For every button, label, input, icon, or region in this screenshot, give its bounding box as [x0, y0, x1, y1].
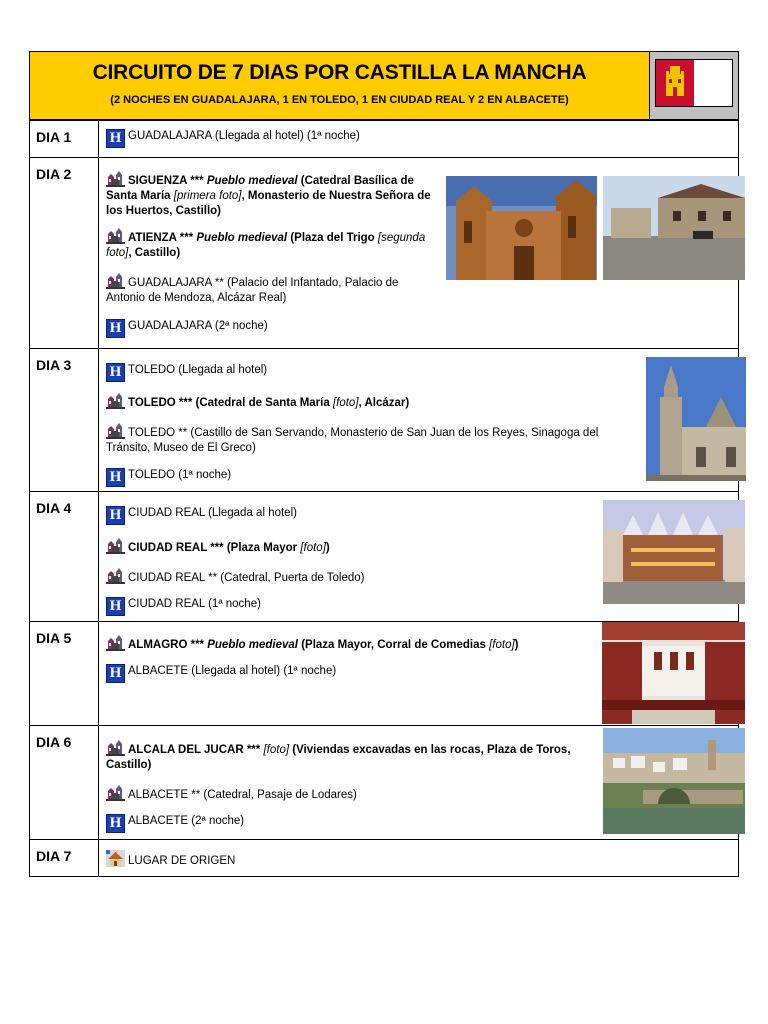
day-label: DIA 7	[30, 840, 99, 877]
alcala-del-jucar-photo	[603, 728, 745, 834]
item-text: , Alcázar)	[358, 397, 410, 409]
list-item	[106, 363, 267, 382]
monument-icon	[106, 227, 125, 244]
item-text: ATIENZA ***	[128, 232, 197, 244]
item-text: SIGUENZA ***	[128, 175, 207, 187]
table-row	[30, 726, 739, 840]
item-text: [foto]	[489, 639, 515, 651]
item-text: TOLEDO ** (Castillo de San Servando, Monasterio de San Juan de los Reyes, Sinagoga del Tránsito, Museo de El Greco)	[106, 427, 599, 454]
list-item	[106, 422, 626, 456]
monument-icon	[106, 272, 125, 289]
day-label: DIA 2	[30, 158, 99, 349]
castle-icon	[656, 60, 694, 106]
list-item	[106, 170, 436, 219]
hotel-icon: H	[106, 597, 125, 616]
item-text: ALCALA DEL JUCAR ***	[128, 744, 264, 756]
ciudad-real-plaza-photo	[603, 500, 745, 604]
day-content	[99, 492, 739, 622]
monument-icon	[106, 567, 125, 584]
monument-icon	[106, 422, 125, 439]
table-row	[30, 158, 739, 349]
list-item	[106, 506, 297, 525]
item-text: [primera foto]	[173, 190, 242, 202]
item-text: ALMAGRO ***	[128, 639, 208, 651]
monument-icon	[106, 537, 125, 554]
day-content	[99, 840, 739, 877]
monument-icon	[106, 392, 125, 409]
day-content	[99, 121, 739, 158]
hotel-icon: H	[106, 129, 125, 148]
table-row	[30, 121, 739, 158]
item-text: CIUDAD REAL ** (Catedral, Puerta de Toledo)	[128, 572, 365, 584]
hotel-icon: H	[106, 468, 125, 487]
item-text: )	[325, 542, 330, 554]
item-text: Pueblo medieval	[196, 232, 288, 244]
day-content	[99, 158, 739, 349]
hotel-icon: H	[106, 363, 125, 382]
day-content	[99, 622, 739, 726]
item-text: CIUDAD REAL (Llegada al hotel)	[128, 507, 297, 519]
day-content	[99, 726, 739, 840]
list-item	[106, 227, 436, 261]
page-subtitle: (2 NOCHES EN GUADALAJARA, 1 EN TOLEDO, 1 EN CIUDAD REAL Y 2 EN ALBACETE)	[110, 94, 569, 106]
hotel-icon: H	[106, 506, 125, 525]
monument-icon	[106, 170, 125, 187]
item-text: [foto]	[332, 397, 359, 409]
item-text: [foto]	[300, 542, 326, 554]
monument-icon	[106, 784, 125, 801]
almagro-corral-photo	[602, 622, 745, 724]
itinerary-document	[29, 51, 739, 877]
item-text: , Monasterio de Nuestra Señora de los Huertos, Castillo)	[106, 190, 431, 217]
item-text: )	[514, 639, 519, 651]
hotel-icon: H	[106, 664, 125, 683]
item-text: (Viviendas excavadas en las rocas, Plaza de Toros, Castillo)	[106, 744, 571, 771]
item-text: (Plaza del Trigo	[287, 232, 378, 244]
header-banner	[29, 51, 739, 120]
hotel-icon: H	[106, 814, 125, 833]
item-text: GUADALAJARA (2ª noche)	[128, 320, 268, 332]
siguenza-cathedral-photo	[446, 176, 597, 280]
item-text: TOLEDO (1ª noche)	[128, 469, 232, 481]
day-content	[99, 349, 739, 492]
item-text: LUGAR DE ORIGEN	[128, 855, 236, 867]
header-text-block	[30, 52, 649, 119]
list-item	[106, 784, 357, 803]
hotel-icon: H	[106, 319, 125, 338]
day-label: DIA 6	[30, 726, 99, 840]
list-item	[106, 537, 330, 556]
item-text: ALBACETE (Llegada al hotel) (1ª noche)	[128, 665, 337, 677]
list-item	[106, 272, 416, 306]
item-text: Pueblo medieval	[207, 639, 298, 651]
list-item	[106, 664, 336, 683]
item-text: TOLEDO *** (Catedral de Santa María	[128, 397, 333, 409]
item-text: (Catedral Basílica de Santa María	[106, 175, 414, 202]
item-text: , Castillo)	[128, 247, 181, 259]
item-text: CIUDAD REAL (1ª noche)	[128, 598, 261, 610]
day-label: DIA 4	[30, 492, 99, 622]
list-item	[106, 468, 231, 487]
list-item	[106, 597, 261, 616]
toledo-cathedral-photo	[646, 357, 746, 481]
list-item	[106, 814, 244, 833]
atienza-plaza-photo	[603, 176, 745, 280]
list-item	[106, 392, 409, 411]
item-text: ALBACETE ** (Catedral, Pasaje de Lodares)	[128, 789, 357, 801]
item-text: GUADALAJARA ** (Palacio del Infantado, Palacio de Antonio de Mendoza, Alcázar Real)	[106, 277, 399, 304]
list-item	[106, 129, 360, 148]
monument-icon	[106, 739, 125, 756]
monument-icon	[106, 634, 125, 651]
itinerary-table	[29, 120, 739, 877]
table-row	[30, 622, 739, 726]
home-icon	[106, 850, 125, 867]
item-text: (Plaza Mayor, Corral de Comedias	[298, 639, 490, 651]
table-row	[30, 492, 739, 622]
item-text: [foto]	[263, 744, 290, 756]
page-title: CIRCUITO DE 7 DIAS POR CASTILLA LA MANCHA	[92, 61, 587, 84]
item-text: GUADALAJARA (Llegada al hotel) (1ª noche)	[128, 130, 360, 142]
list-item	[106, 634, 519, 653]
item-text: CIUDAD REAL *** (Plaza Mayor	[128, 542, 301, 554]
table-row	[30, 349, 739, 492]
table-row	[30, 840, 739, 877]
day-label: DIA 1	[30, 121, 99, 158]
list-item	[106, 319, 268, 338]
item-text: [segunda foto]	[106, 232, 426, 259]
day-label: DIA 5	[30, 622, 99, 726]
castilla-la-mancha-flag	[655, 59, 733, 107]
list-item	[106, 567, 365, 586]
list-item	[106, 850, 235, 869]
item-text: TOLEDO (Llegada al hotel)	[128, 364, 268, 376]
item-text: ALBACETE (2ª noche)	[128, 815, 245, 827]
item-text: Pueblo medieval	[206, 175, 298, 187]
flag-cell	[649, 52, 738, 119]
day-label: DIA 3	[30, 349, 99, 492]
list-item	[106, 739, 586, 773]
